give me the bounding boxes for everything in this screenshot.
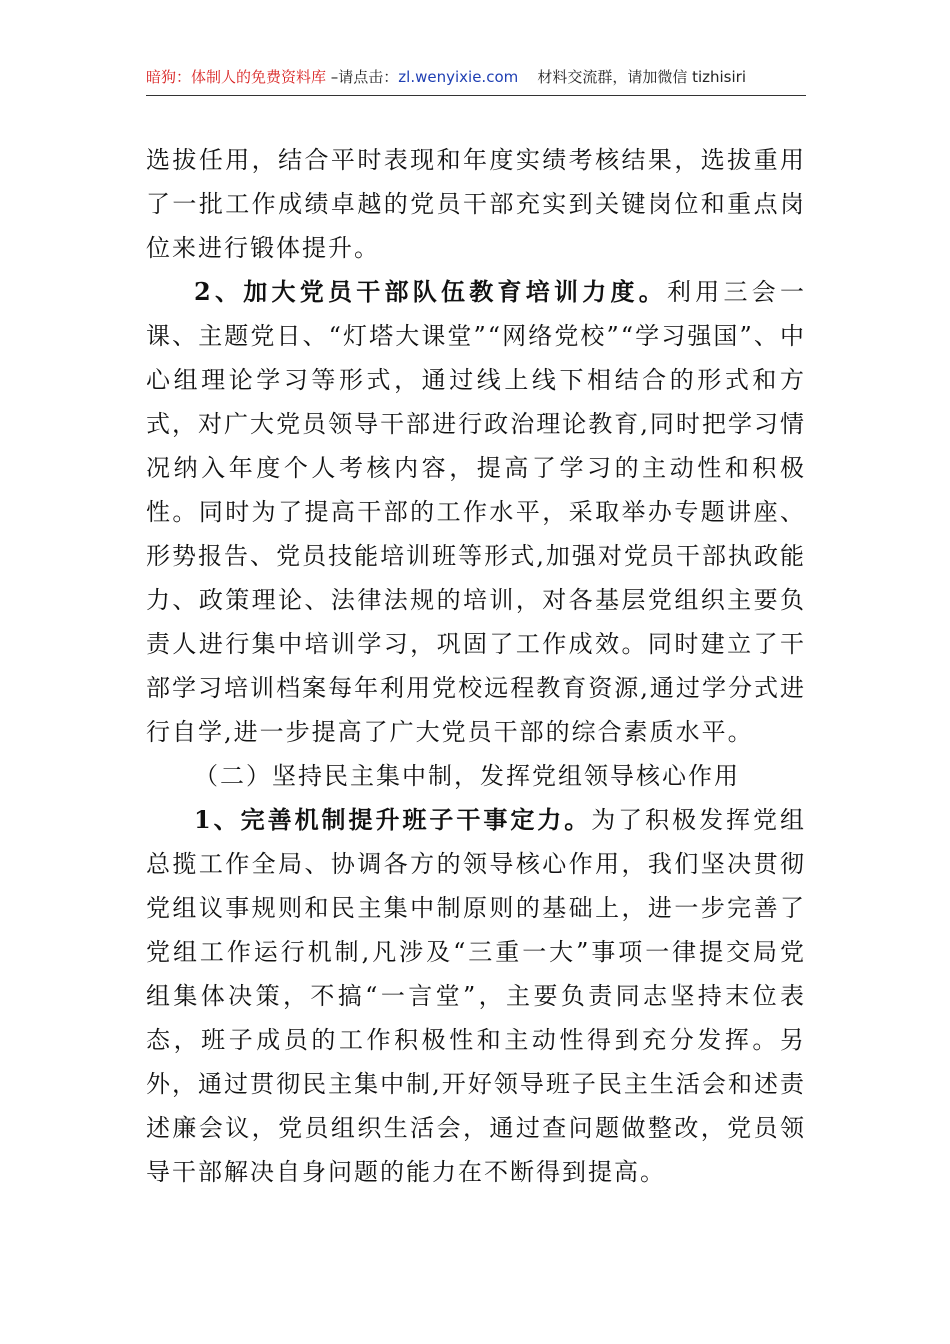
item-2-title: 2、加大党员干部队伍教育培训力度。 bbox=[194, 277, 667, 306]
header-divider bbox=[146, 95, 806, 96]
paragraph-intro: 选拔任用，结合平时表现和年度实绩考核结果，选拔重用了一批工作成绩卓越的党员干部充实到关键岗位和重点岗位来进行锻体提升。 bbox=[146, 146, 806, 262]
item-2-body: 利用三会一课、主题党日、“灯塔大课堂”“网络党校”“学习强国”、中心组理论学习等形式，通过线上线下相结合的形式和方式，对广大党员领导干部进行政治理论教育,同时把学习情况纳入年度个人考核内容，提高了学习的主动性和积极性。同时为了提高干部的工作水平，采取举办专题讲座、形势报告、党员技能培训班等形式,加强对党员干部执政能力、政策理论、法律法规的培训，对各基层党组织主要负责人进行集中培训学习，巩固了工作成效。同时建立了干部学习培训档案每年利用党校远程教育资源,通过学分式进行自学,进一步提高了广大党员干部的综合素质水平。 bbox=[146, 278, 807, 746]
header-url-link[interactable]: zl.wenyixie.com bbox=[398, 68, 519, 86]
paragraph-item-1 bbox=[146, 798, 806, 1194]
header-site-name: 暗狗：体制人的免费资料库 bbox=[146, 68, 327, 86]
item-1-title: 1、完善机制提升班子干事定力。 bbox=[194, 805, 592, 834]
header-click-prefix: –请点击： bbox=[326, 68, 399, 86]
page-header bbox=[146, 66, 806, 88]
header-group-info: 材料交流群，请加微信 tizhisiri bbox=[537, 68, 746, 86]
item-1-body: 为了积极发挥党组总揽工作全局、协调各方的领导核心作用，我们坚决贯彻党组议事规则和民主集中制原则的基础上，进一步完善了党组工作运行机制,凡涉及“三重一大”事项一律提交局党组集体决策，不搞“一言堂”，主要负责同志坚持末位表态，班子成员的工作积极性和主动性得到充分发挥。另外，通过贯彻民主集中制,开好领导班子民主生活会和述责述廉会议，党员组织生活会，通过查问题做整改，党员领导干部解决自身问题的能力在不断得到提高。 bbox=[146, 806, 806, 1186]
section-heading-2: （二）坚持民主集中制，发挥党组领导核心作用 bbox=[194, 762, 740, 790]
document-body bbox=[146, 138, 806, 1194]
paragraph-item-2 bbox=[146, 270, 806, 754]
